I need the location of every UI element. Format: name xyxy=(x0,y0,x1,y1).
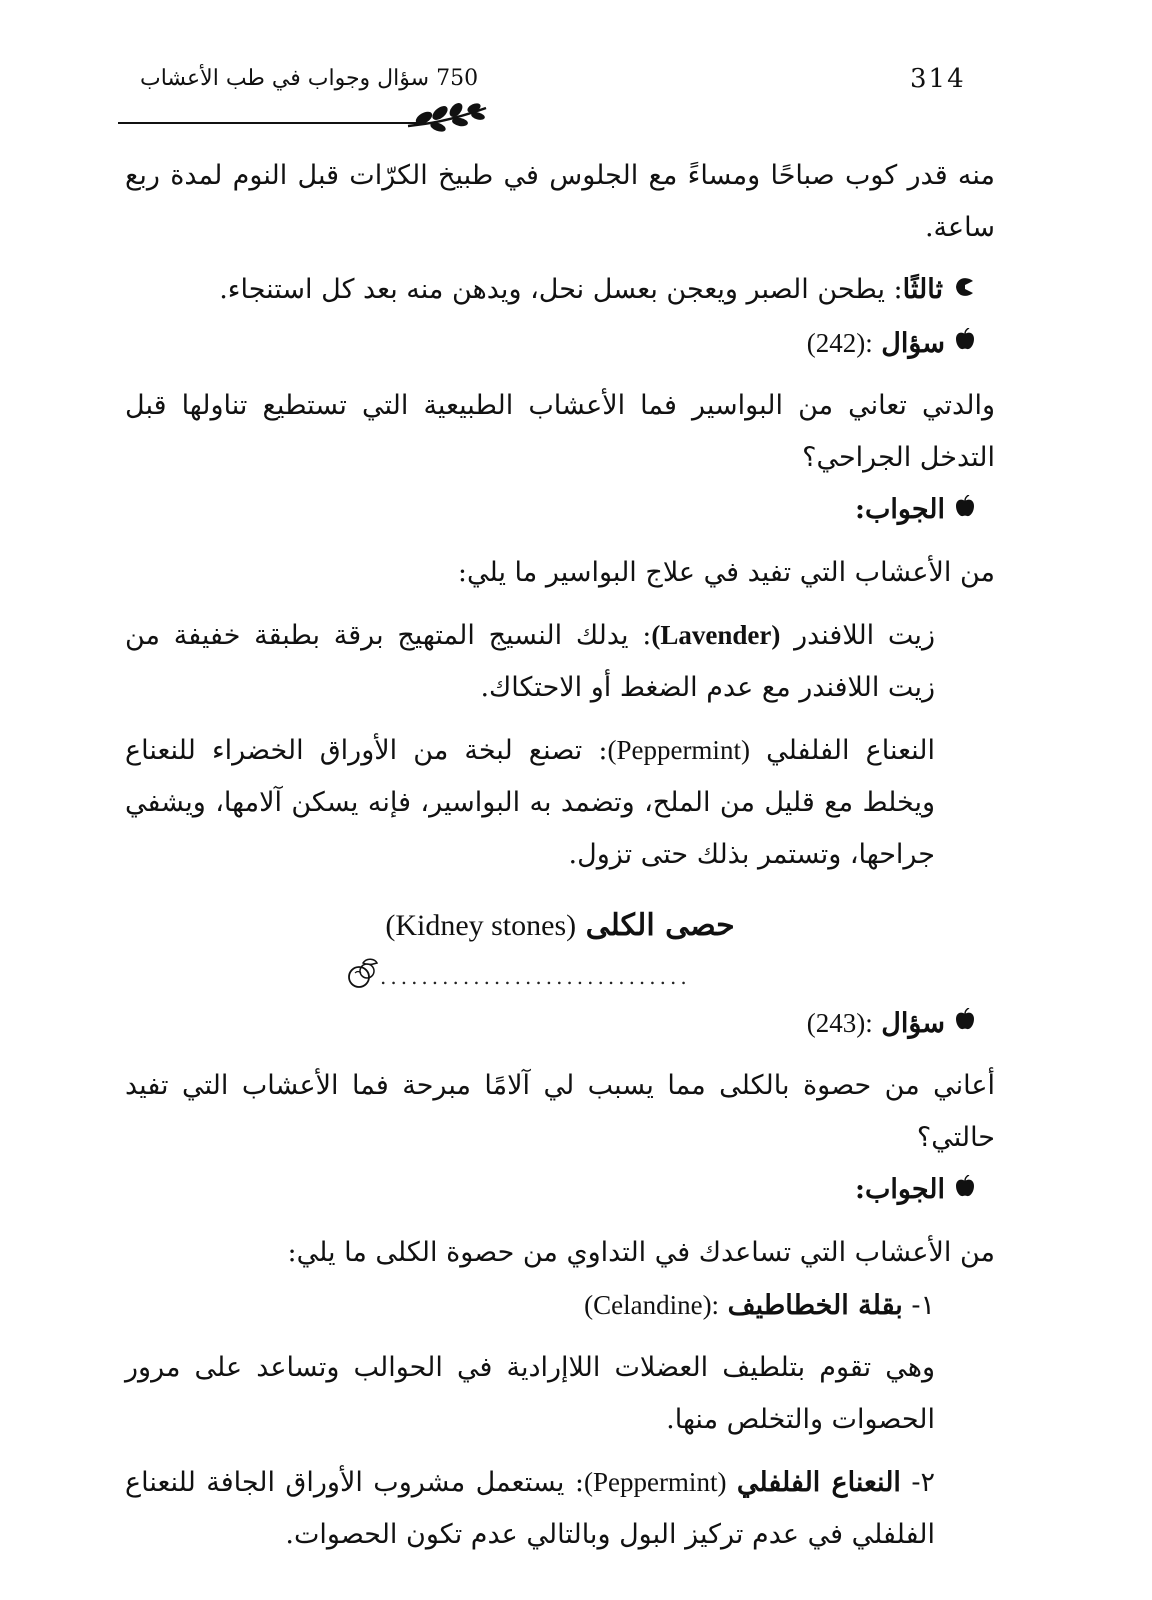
fruit-ornament-icon xyxy=(345,957,381,989)
lavender-text: : يدلك النسيج المتهيج برقة بطبقة خفيفة من زيت اللافندر مع عدم الضغط أو الاحتكاك. xyxy=(125,619,935,703)
header-rule xyxy=(118,122,418,124)
peppermint-latin: (Peppermint) xyxy=(583,1466,727,1497)
peppermint-entry-2 xyxy=(125,1456,995,1561)
question-number: (243): xyxy=(806,1007,873,1038)
celandine-heading xyxy=(125,1279,995,1332)
lavender-latin: (Lavender) xyxy=(651,619,781,650)
peppermint-latin: (Peppermint) xyxy=(607,734,750,765)
book-title: 750 سؤال وجواب في طب الأعشاب xyxy=(140,66,479,91)
question-number: (242): xyxy=(806,327,873,358)
celandine-text: وهي تقوم بتلطيف العضلات اللاإرادية في الحوالب وتساعد على مرور الحصوات والتخلص منها. xyxy=(125,1351,935,1435)
question-243-text: أعاني من حصوة بالكلى مما يسبب لي آلامًا مبرحة فما الأعشاب التي تفيد حالتي؟ xyxy=(125,1070,995,1153)
answer-label: الجواب: xyxy=(855,494,945,525)
question-243-heading xyxy=(125,997,995,1051)
section-title-arabic: حصى الكلى xyxy=(585,907,735,943)
answer-label: الجواب: xyxy=(855,1174,945,1205)
celandine-latin: (Celandine): xyxy=(584,1289,720,1320)
section-divider xyxy=(125,951,995,991)
answer-2-intro: من الأعشاب التي تساعدك في التداوي من حصوة الكلى ما يلي: xyxy=(287,1236,995,1268)
third-point xyxy=(125,264,995,317)
peppermint-text: : تصنع لبخة من الأوراق الخضراء للنعناع ويخلط مع قليل من الملح، وتضمد به البواسير، فإنه يسكن آلامها، ويشفي جراحها، وتستمر بذلك حتى تزول. xyxy=(125,734,935,870)
peppermint-text: : يستعمل مشروب الأوراق الجافة للنعناع الفلفلي في عدم تركيز البول وبالتالي عدم تكون الحصوات. xyxy=(125,1466,935,1550)
section-title xyxy=(125,901,995,951)
section-title-latin: (Kidney stones) xyxy=(385,908,577,942)
question-label: سؤال xyxy=(881,327,945,359)
apple-icon xyxy=(955,318,975,370)
page-header xyxy=(110,60,970,130)
question-242-text: والدتي تعاني من البواسير فما الأعشاب الطبيعية التي تستطيع تناولها قبل التدخل الجراحي؟ xyxy=(125,390,995,473)
apple-icon xyxy=(955,1165,975,1217)
question-242-heading xyxy=(125,317,995,371)
answer-1-intro: من الأعشاب التي تفيد في علاج البواسير ما يلي: xyxy=(457,556,995,588)
item-2-prefix: ٢- xyxy=(911,1466,936,1498)
pointing-arrow-icon xyxy=(953,265,975,317)
third-label: ثالثًا xyxy=(902,274,943,305)
question-label: سؤال xyxy=(881,1007,945,1039)
page-content xyxy=(125,150,995,1561)
lavender-entry xyxy=(125,609,995,714)
peppermint-name: النعناع الفلفلي xyxy=(766,734,935,766)
page-number: 314 xyxy=(910,64,966,94)
third-text: : يطحن الصبر ويعجن بعسل نحل، ويدهن منه بعد كل استنجاء. xyxy=(219,274,903,305)
dotted-rule: .............................. xyxy=(380,964,691,989)
apple-icon xyxy=(955,485,975,537)
leaf-branch-icon xyxy=(406,100,488,134)
answer-2-heading xyxy=(125,1164,995,1217)
lavender-name: زيت اللافندر xyxy=(794,619,935,651)
paragraph-continuation: منه قدر كوب صباحًا ومساءً مع الجلوس في طبيخ الكرّات قبل النوم لمدة ربع ساعة. xyxy=(125,160,995,243)
peppermint-name: النعناع الفلفلي xyxy=(736,1466,901,1498)
peppermint-entry-1 xyxy=(125,724,995,881)
apple-icon xyxy=(955,998,975,1050)
answer-1-heading xyxy=(125,484,995,537)
item-1-prefix: ١- xyxy=(911,1289,935,1321)
celandine-name: بقلة الخطاطيف xyxy=(727,1289,903,1321)
